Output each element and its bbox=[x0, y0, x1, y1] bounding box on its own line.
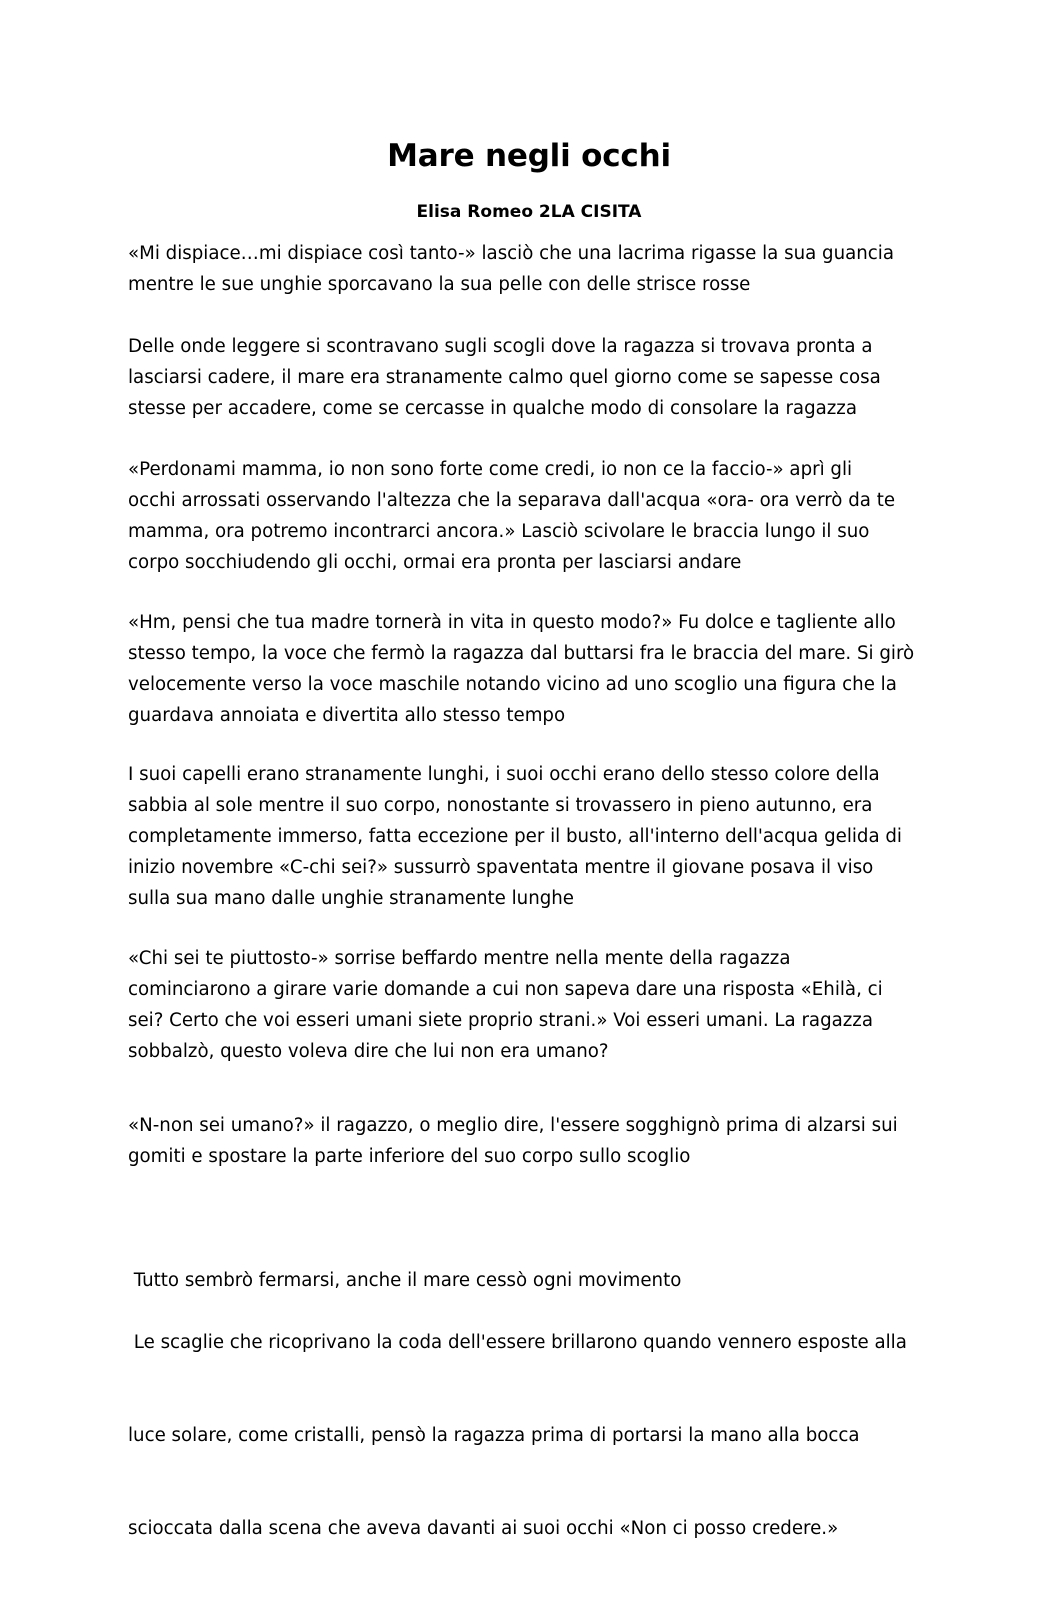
text-line: «N-non sei umano?» il ragazzo, o meglio dire, l'essere sogghignò prima di alzarsi sui bbox=[128, 1115, 898, 1136]
document-title: Mare negli occhi bbox=[387, 138, 671, 174]
text-line: inizio novembre «C-chi sei?» sussurrò spaventata mentre il giovane posava il viso bbox=[128, 857, 874, 878]
paragraph-7 bbox=[128, 1110, 948, 1172]
paragraph-3 bbox=[128, 454, 948, 578]
text-line: «Perdonami mamma, io non sono forte come credi, io non ce la faccio-» aprì gli bbox=[128, 459, 853, 480]
text-line: corpo socchiudendo gli occhi, ormai era pronta per lasciarsi andare bbox=[128, 552, 742, 573]
text-line: Tutto sembrò fermarsi, anche il mare cessò ogni movimento bbox=[128, 1270, 682, 1291]
text-line: luce solare, come cristalli, pensò la ragazza prima di portarsi la mano alla bocca bbox=[128, 1425, 860, 1446]
text-line: lasciarsi cadere, il mare era stranamente calmo quel giorno come se sapesse cosa bbox=[128, 367, 881, 388]
text-line: completamente immerso, fatta eccezione per il busto, all'interno dell'acqua gelida di bbox=[128, 826, 902, 847]
text-line: sei? Certo che voi esseri umani siete proprio strani.» Voi esseri umani. La ragazza bbox=[128, 1010, 874, 1031]
text-line: I suoi capelli erano stranamente lunghi, i suoi occhi erano dello stesso colore della bbox=[128, 764, 880, 785]
paragraph-5 bbox=[128, 759, 948, 914]
text-line: «Hm, pensi che tua madre tornerà in vita in questo modo?» Fu dolce e tagliente allo bbox=[128, 612, 896, 633]
author-line: Elisa Romeo 2LA CISITA bbox=[416, 202, 642, 222]
text-line: cominciarono a girare varie domande a cui non sapeva dare una risposta «Ehilà, ci bbox=[128, 979, 883, 1000]
text-line: mamma, ora potremo incontrarci ancora.» Lasciò scivolare le braccia lungo il suo bbox=[128, 521, 870, 542]
text-line: sulla sua mano dalle unghie stranamente lunghe bbox=[128, 888, 574, 909]
text-line: Le scaglie che ricoprivano la coda dell'essere brillarono quando vennero esposte alla bbox=[128, 1332, 907, 1353]
paragraph-1 bbox=[128, 238, 948, 300]
text-line: Delle onde leggere si scontravano sugli scogli dove la ragazza si trovava pronta a bbox=[128, 336, 873, 357]
paragraph-4 bbox=[128, 607, 948, 731]
paragraph-2 bbox=[128, 331, 948, 424]
text-line: «Mi dispiace…mi dispiace così tanto-» lasciò che una lacrima rigasse la sua guancia bbox=[128, 243, 894, 264]
paragraph-9 bbox=[128, 1265, 948, 1606]
text-line: velocemente verso la voce maschile notando vicino ad uno scoglio una figura che la bbox=[128, 674, 897, 695]
text-line: guardava annoiata e divertita allo stesso tempo bbox=[128, 705, 566, 726]
text-line: «Chi sei te piuttosto-» sorrise beffardo mentre nella mente della ragazza bbox=[128, 948, 791, 969]
text-line: gomiti e spostare la parte inferiore del suo corpo sullo scoglio bbox=[128, 1146, 691, 1167]
text-line: occhi arrossati osservando l'altezza che la separava dall'acqua «ora- ora verrò da te bbox=[128, 490, 896, 511]
text-line: stesse per accadere, come se cercasse in qualche modo di consolare la ragazza bbox=[128, 398, 857, 419]
paragraph-6 bbox=[128, 943, 948, 1067]
text-line: sobbalzò, questo voleva dire che lui non era umano? bbox=[128, 1041, 609, 1062]
text-line: scioccata dalla scena che aveva davanti ai suoi occhi «Non ci posso credere.» bbox=[128, 1518, 839, 1539]
text-line: stesso tempo, la voce che fermò la ragazza dal buttarsi fra le braccia del mare. Si girò bbox=[128, 643, 915, 664]
text-line: sabbia al sole mentre il suo corpo, nonostante si trovassero in pieno autunno, era bbox=[128, 795, 873, 816]
text-line: mentre le sue unghie sporcavano la sua pelle con delle strisce rosse bbox=[128, 274, 751, 295]
